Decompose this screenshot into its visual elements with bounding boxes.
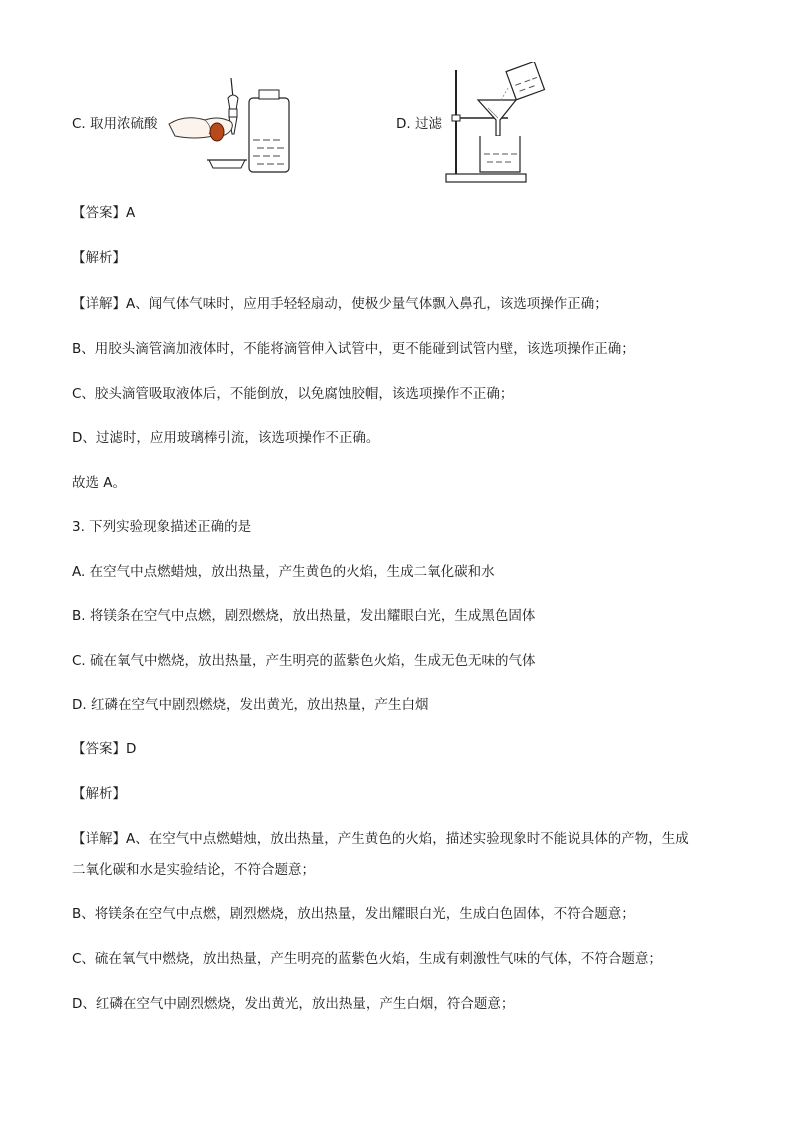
q2-analysis-heading: 【解析】 <box>72 250 126 266</box>
option-d-label: D. 过滤 <box>396 116 442 132</box>
sulfuric-acid-dropper-illustration <box>165 76 291 176</box>
q3-option-c: C. 硫在氧气中燃烧，放出热量，产生明亮的蓝紫色火焰，生成无色无味的气体 <box>72 653 536 669</box>
q2-conclusion: 故选 A。 <box>72 475 127 491</box>
q3-detail-line-1: 【详解】A、在空气中点燃蜡烛，放出热量，产生黄色的火焰，描述实验现象时不能说具体的产物，生成 <box>72 831 689 847</box>
q3-analysis-heading: 【解析】 <box>72 786 126 802</box>
q3-option-a: A. 在空气中点燃蜡烛，放出热量，产生黄色的火焰，生成二氧化碳和水 <box>72 564 495 580</box>
filtration-apparatus-illustration <box>440 62 550 186</box>
q2-detail-line-1: 【详解】A、闻气体气味时，应用手轻轻扇动，使极少量气体飘入鼻孔，该选项操作正确； <box>72 296 608 312</box>
q3-option-b: B. 将镁条在空气中点燃，剧烈燃烧，放出热量，发出耀眼白光，生成黑色固体 <box>72 608 536 624</box>
q2-answer: 【答案】A <box>72 205 136 221</box>
q3-option-d: D. 红磷在空气中剧烈燃烧，发出黄光，放出热量，产生白烟 <box>72 697 429 713</box>
q3-detail-line-4: C、硫在氧气中燃烧，放出热量，产生明亮的蓝紫色火焰，生成有刺激性气味的气体，不符合题意； <box>72 951 662 967</box>
q2-detail-line-4: D、过滤时，应用玻璃棒引流，该选项操作不正确。 <box>72 430 380 446</box>
q3-answer: 【答案】D <box>72 741 137 757</box>
q3-detail-line-3: B、将镁条在空气中点燃，剧烈燃烧，放出热量，发出耀眼白光，生成白色固体，不符合题意； <box>72 906 635 922</box>
q3-detail-line-2: 二氧化碳和水是实验结论，不符合题意； <box>72 862 315 878</box>
q2-detail-line-2: B、用胶头滴管滴加液体时，不能将滴管伸入试管中，更不能碰到试管内壁，该选项操作正确； <box>72 341 635 357</box>
q3-stem: 3. 下列实验现象描述正确的是 <box>72 519 252 535</box>
option-c-label: C. 取用浓硫酸 <box>72 116 158 132</box>
q3-detail-line-5: D、红磷在空气中剧烈燃烧，发出黄光，放出热量，产生白烟，符合题意； <box>72 996 515 1012</box>
q2-detail-line-3: C、胶头滴管吸取液体后，不能倒放，以免腐蚀胶帽，该选项操作不正确； <box>72 386 514 402</box>
